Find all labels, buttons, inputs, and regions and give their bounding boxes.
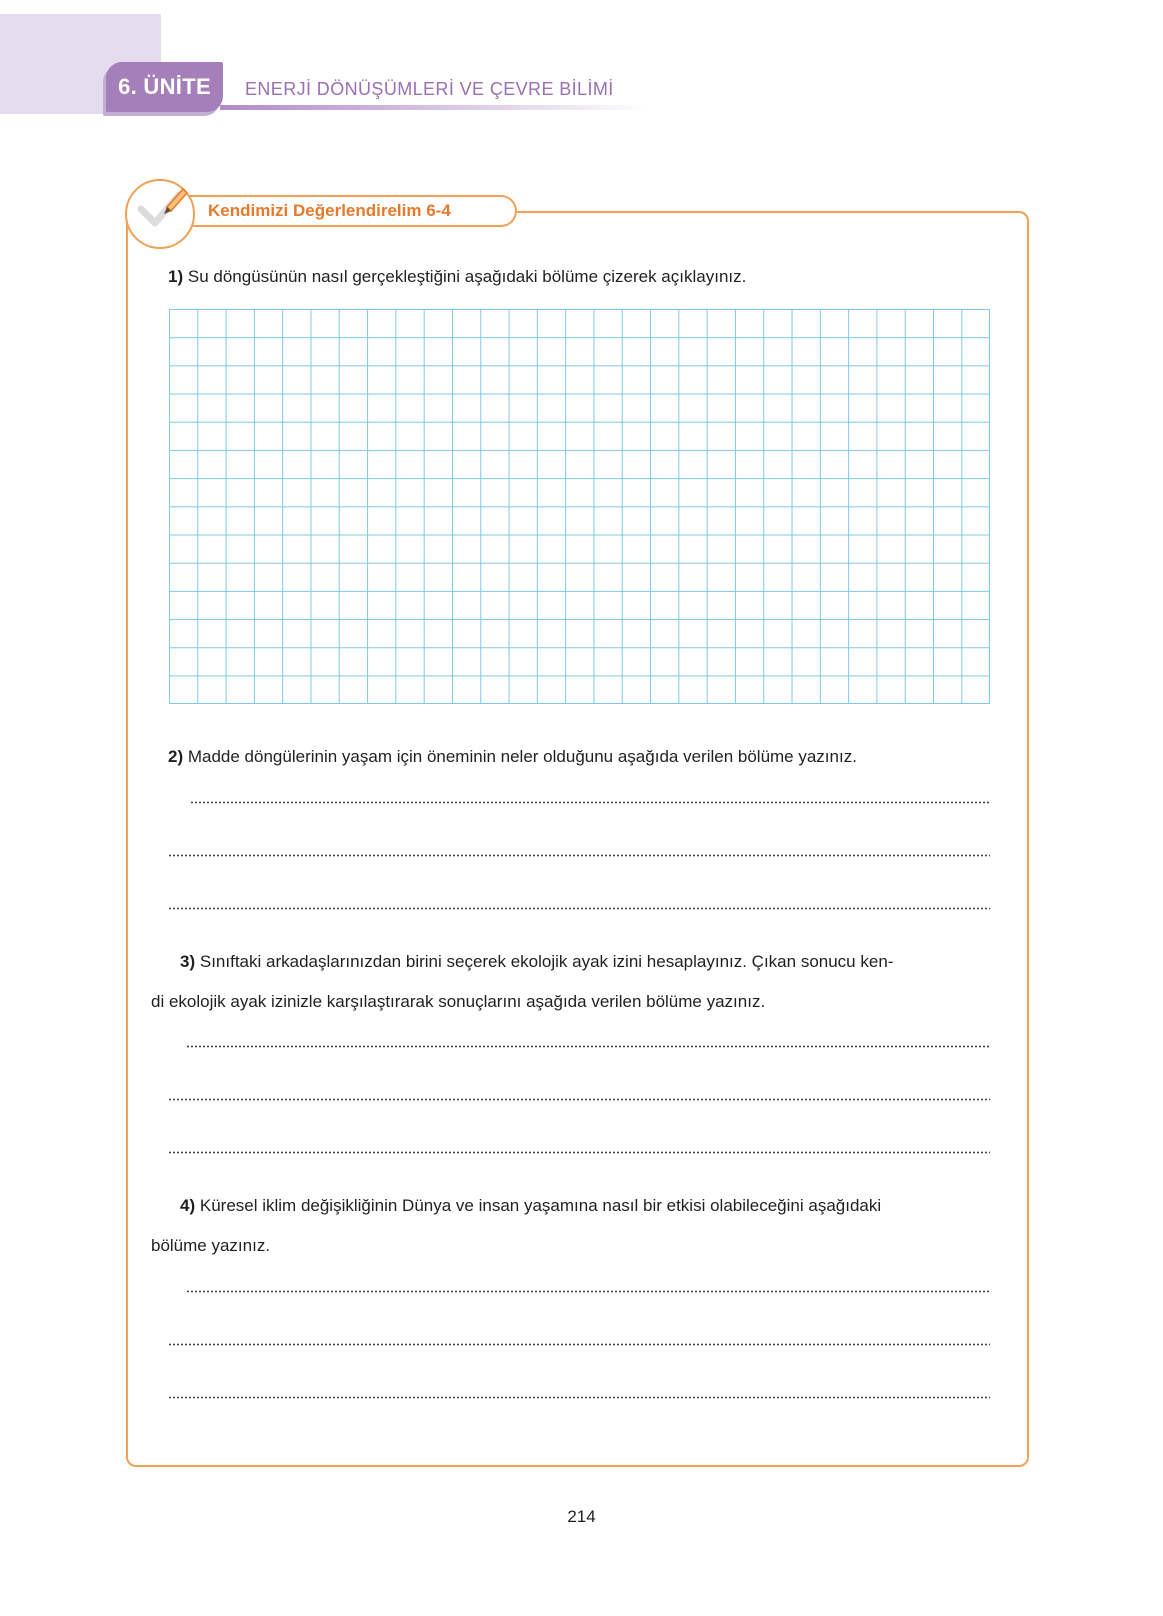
unit-label: 6. ÜNİTE [118, 74, 211, 99]
answer-line[interactable] [168, 907, 990, 910]
question-4-line-1 [180, 1186, 881, 1226]
pencil-check-icon [125, 179, 195, 249]
question-3-text-line-2: di ekolojik ayak izinizle karşılaştırarak sonuçlarını aşağıda verilen bölüme yazınız. [151, 992, 766, 1011]
answer-line[interactable] [168, 1396, 990, 1399]
unit-underline [220, 105, 650, 110]
answer-line[interactable] [168, 1343, 990, 1346]
question-3-line-1 [180, 942, 893, 982]
question-2-number: 2) [168, 747, 184, 766]
question-4-text-line-1: Küresel iklim değişikliğinin Dünya ve insan yaşamına nasıl bir etkisi olabileceğini aşağıdaki [199, 1196, 882, 1215]
answer-line[interactable] [190, 801, 990, 804]
question-2-text: Madde döngülerinin yaşam için öneminin neler olduğunu aşağıda verilen bölüme yazınız. [187, 747, 857, 766]
question-3-text-line-1: Sınıftaki arkadaşlarınızdan birini seçerek ekolojik ayak izini hesaplayınız. Çıkan sonucu ken- [199, 952, 894, 971]
page-number: 214 [567, 1507, 596, 1526]
drawing-grid[interactable] [169, 309, 990, 704]
section-title: Kendimizi Değerlendirelim 6-4 [208, 201, 451, 220]
question-3-line-2 [151, 982, 765, 1022]
question-4-line-2 [151, 1226, 270, 1266]
question-2 [168, 737, 857, 777]
answer-line[interactable] [168, 854, 990, 857]
question-3-number: 3) [180, 952, 196, 971]
unit-title: ENERJİ DÖNÜŞÜMLERİ VE ÇEVRE BİLİMİ [245, 79, 614, 99]
answer-line[interactable] [186, 1290, 990, 1293]
question-4-text-line-2: bölüme yazınız. [151, 1236, 271, 1255]
answer-line[interactable] [168, 1098, 990, 1101]
answer-line[interactable] [168, 1151, 990, 1154]
question-4-number: 4) [180, 1196, 196, 1215]
question-1-number: 1) [168, 267, 184, 286]
question-1-text: Su döngüsünün nasıl gerçekleştiğini aşağıdaki bölüme çizerek açıklayınız. [187, 267, 747, 286]
question-1 [168, 257, 746, 297]
answer-line[interactable] [186, 1045, 990, 1048]
